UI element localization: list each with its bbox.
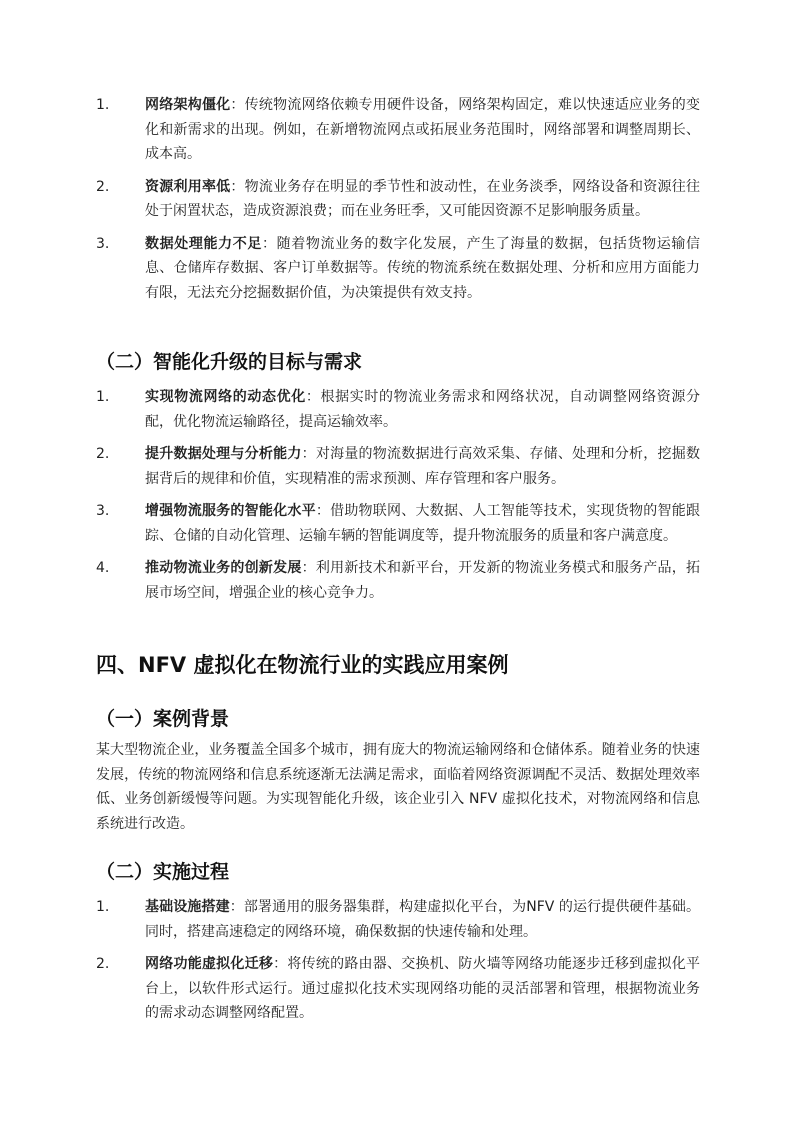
list-text: ：物流业务存在明显的季节性和波动性，在业务淡季，网络设备和资源往往处于闲置状态，造成资源浪费；而在业务旺季，又可能因资源不足影响服务质量。 [145, 178, 700, 219]
list-item [96, 952, 700, 1026]
list-term: 数据处理能力不足 [145, 235, 262, 252]
list-number: 1. [96, 97, 110, 113]
problems-list [96, 93, 700, 313]
list-term: 网络架构僵化 [145, 97, 231, 113]
list-number: 3. [96, 503, 110, 519]
list-number: 1. [96, 389, 110, 405]
list-number: 4. [96, 560, 110, 576]
heading-goals: （二）智能化升级的目标与需求 [96, 351, 363, 373]
list-number: 1. [96, 899, 110, 915]
list-text: ：对海量的物流数据进行高效采集、存储、处理和分析，挖掘数据背后的规律和价值，实现精准的需求预测、库存管理和客户服务。 [145, 446, 701, 487]
list-item [96, 385, 700, 434]
list-number: 2. [96, 178, 110, 195]
list-item [96, 556, 700, 605]
list-item [96, 93, 700, 167]
heading-case-background: （一）案例背景 [96, 708, 230, 730]
list-number: 2. [96, 446, 110, 462]
list-text: ：借助物联网、大数据、人工智能等技术，实现货物的智能跟踪、仓储的自动化管理、运输车辆的智能调度等，提升物流服务的质量和客户满意度。 [145, 503, 701, 544]
heading-implementation: （二）实施过程 [96, 861, 230, 883]
list-text: ：根据实时的物流业务需求和网络状况，自动调整网络资源分配，优化物流运输路径，提高运输效率。 [145, 389, 701, 430]
list-text: ：利用新技术和新平台，开发新的物流业务模式和服务产品，拓展市场空间，增强企业的核心竞争力。 [145, 560, 701, 601]
list-text: ：随着物流业务的数字化发展，产生了海量的数据，包括货物运输信息、仓储库存数据、客户订单数据等。传统的物流系统在数据处理、分析和应用方面能力有限，无法充分挖掘数据价值，为决策提供有效支持。 [145, 235, 701, 301]
background-paragraph: 某大型物流企业，业务覆盖全国多个城市，拥有庞大的物流运输网络和仓储体系。随着业务的快速发展，传统的物流网络和信息系统逐渐无法满足需求，面临着网络资源调配不灵活、数据处理效率低、业务创新缓慢等问题。为实现智能化升级，该企业引入 NFV 虚拟化技术，对物流网络和信息系统进行改造。 [96, 742, 700, 832]
list-term: 推动物流业务的创新发展 [145, 560, 302, 576]
goals-list [96, 385, 700, 613]
list-item [96, 175, 700, 224]
list-number: 2. [96, 956, 110, 972]
list-term: 网络功能虚拟化迁移 [145, 956, 274, 972]
list-number: 3. [96, 235, 110, 252]
process-list [96, 895, 700, 1034]
list-term: 资源利用率低 [145, 178, 231, 195]
list-text: ：传统物流网络依赖专用硬件设备，网络架构固定，难以快速适应业务的变化和新需求的出现。例如，在新增物流网点或拓展业务范围时，网络部署和调整周期长、成本高。 [145, 97, 700, 162]
list-term: 增强物流服务的智能化水平 [145, 503, 316, 519]
heading-section-4: 四、NFV 虚拟化在物流行业的实践应用案例 [96, 653, 509, 677]
list-text: ：将传统的路由器、交换机、防火墙等网络功能逐步迁移到虚拟化平台上，以软件形式运行。通过虚拟化技术实现网络功能的灵活部署和管理，根据物流业务的需求动态调整网络配置。 [145, 956, 701, 1021]
list-text: ：部署通用的服务器集群，构建虚拟化平台，为NFV 的运行提供硬件基础。同时，搭建高速稳定的网络环境，确保数据的快速传输和处理。 [145, 899, 701, 940]
list-item [96, 895, 700, 944]
list-term: 基础设施搭建 [145, 899, 230, 915]
list-term: 实现物流网络的动态优化 [145, 389, 306, 405]
list-item [96, 499, 700, 548]
list-item [96, 232, 700, 306]
list-item [96, 442, 700, 491]
list-term: 提升数据处理与分析能力 [145, 446, 302, 462]
